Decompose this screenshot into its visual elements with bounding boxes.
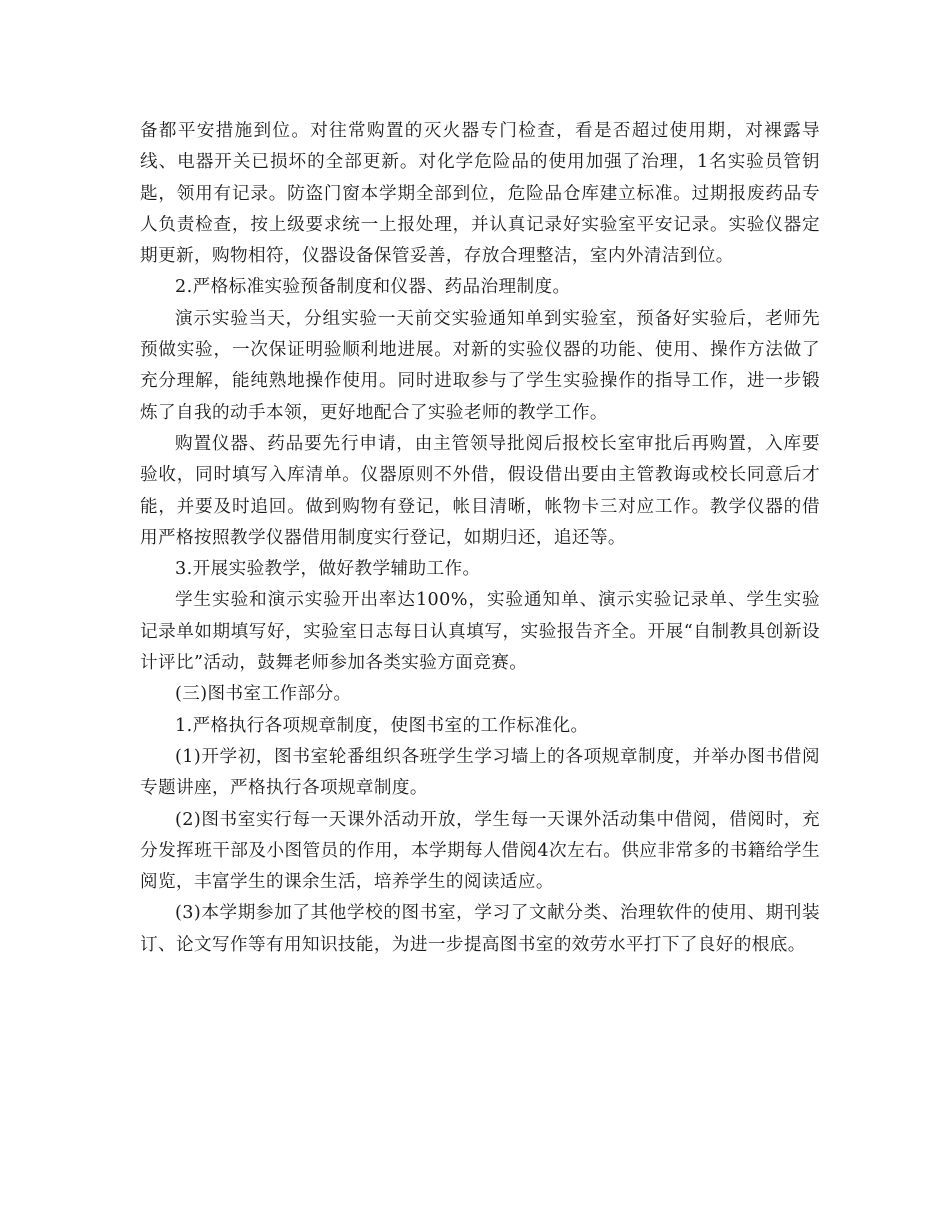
- paragraph-library-item-2: (2)图书室实行每一天课外活动开放，学生每一天课外活动集中借阅，借阅时，充分发挥班干部及小图管员的作用，本学期每人借阅4次左右。供应非常多的书籍给学生阅览，丰富学生的课余生活，培养学生的阅读适应。: [140, 809, 820, 893]
- paragraph-heading-teaching: 3.开展实验教学，做好教学辅助工作。: [175, 559, 481, 580]
- paragraph-safety-measures: 备都平安措施到位。对往常购置的灭火器专门检查，看是否超过使用期，对裸露导线、电器开关已损坏的全部更新。对化学危险品的使用加强了治理，1名实验员管钥匙，领用有记录。防盗门窗本学期全部到位，危险品仓库建立标准。过期报废药品专人负责检查，按上级要求统一上报处理，并认真记录好实验室平安记录。实验仪器定期更新，购物相符，仪器设备保管妥善，存放合理整洁，室内外清洁到位。: [140, 121, 820, 267]
- paragraph-demo-experiments: 演示实验当天，分组实验一天前交实验通知单到实验室，预备好实验后，老师先预做实验，一次保证明验顺利地进展。对新的实验仪器的功能、使用、操作方法做了充分理解，能纯熟地操作使用。同时进取参与了学生实验操作的指导工作，进一步锻炼了自我的动手本领，更好地配合了实验老师的教学工作。: [140, 308, 820, 423]
- paragraph-heading-lab-rules: 2.严格标准实验预备制度和仪器、药品治理制度。: [175, 277, 571, 298]
- paragraph-heading-library: (三)图书室工作部分。: [175, 684, 352, 705]
- paragraph-library-item-3: (3)本学期参加了其他学校的图书室，学习了文献分类、治理软件的使用、期刊装订、论文写作等有用知识技能，为进一步提高图书室的效劳水平打下了良好的根底。: [140, 903, 820, 955]
- paragraph-purchasing: 购置仪器、药品要先行申请，由主管领导批阅后报校长室审批后再购置，入库要验收，同时填写入库清单。仪器原则不外借，假设借出要由主管教诲或校长同意后才能，并要及时追回。做到购物有登记，帐目清晰，帐物卡三对应工作。教学仪器的借用严格按照教学仪器借用制度实行登记，如期归还，追还等。: [140, 433, 820, 548]
- document-body: [140, 116, 820, 961]
- paragraph-experiment-rate: 学生实验和演示实验开出率达100%，实验通知单、演示实验记录单、学生实验记录单如期填写好，实验室日志每日认真填写，实验报告齐全。开展“自制教具创新设计评比”活动，鼓舞老师参加各类实验方面竞赛。: [140, 590, 820, 674]
- paragraph-heading-library-rules: 1.严格执行各项规章制度，使图书室的工作标准化。: [175, 715, 589, 736]
- paragraph-library-item-1: (1)开学初，图书室轮番组织各班学生学习墙上的各项规章制度，并举办图书借阅专题讲座，严格执行各项规章制度。: [140, 746, 820, 799]
